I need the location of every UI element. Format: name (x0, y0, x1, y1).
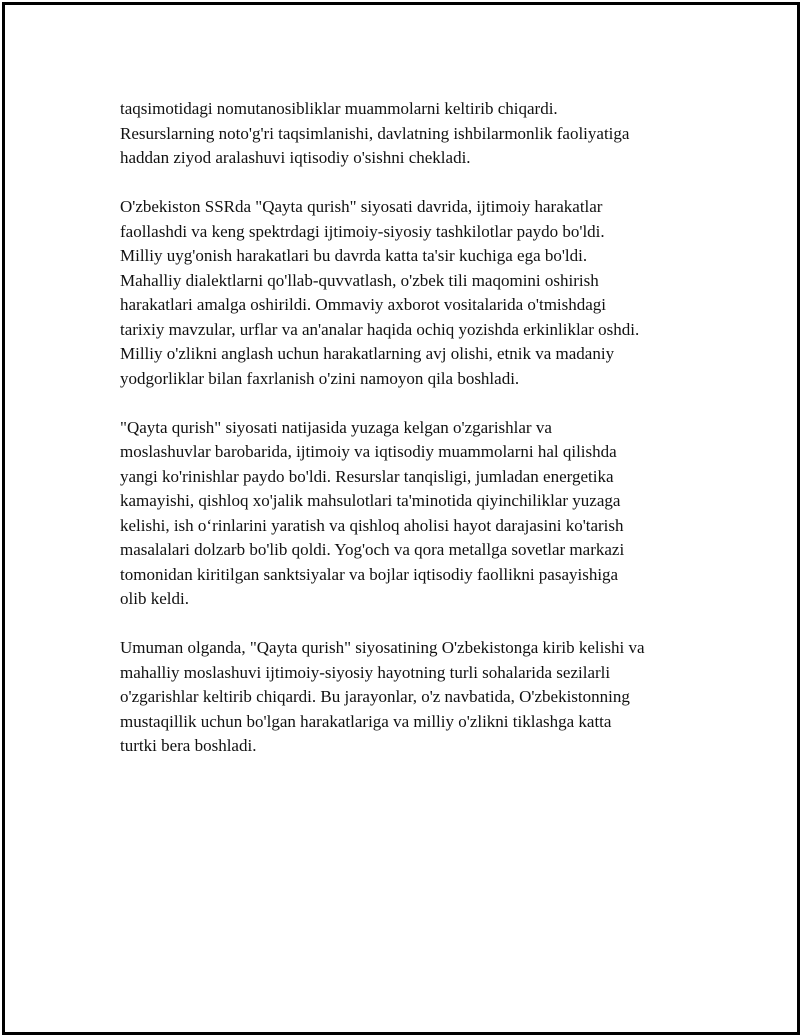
paragraph-2: O'zbekiston SSRda "Qayta qurish" siyosati davrida, ijtimoiy harakatlar faollashdi va keng spektrdagi ijtimoiy-siyosiy tashkilotlar paydo bo'ldi. Milliy uyg'onish harakatlari bu davrda katta ta'sir kuchiga ega bo'ldi. Mahalliy dialektlarni qo'llab-quvvatlash, o'zbek tili maqomini oshirish harakatlari amalga oshirildi. Ommaviy axborot vositalarida o'tmishdagi tarixiy mavzular, urflar va an'analar haqida ochiq yozishda erkinliklar oshdi. Milliy o'zlikni anglash uchun harakatlarning avj olishi, etnik va madaniy yodgorliklar bilan faxrlanish o'zini namoyon qila boshladi. (120, 197, 640, 388)
document-body (120, 97, 700, 783)
paragraph-4: Umuman olganda, "Qayta qurish" siyosatining O'zbekistonga kirib kelishi va mahalliy moslashuvi ijtimoiy-siyosiy hayotning turli sohalarida sezilarli o'zgarishlar keltirib chiqardi. Bu jarayonlar, o'z navbatida, O'zbekistonning mustaqillik uchun bo'lgan harakatlariga va milliy o'zlikni tiklashga katta turtki bera boshladi. (120, 638, 645, 755)
paragraph-3: "Qayta qurish" siyosati natijasida yuzaga kelgan o'zgarishlar va moslashuvlar barobarida, ijtimoiy va iqtisodiy muammolarni hal qilishda yangi ko'rinishlar paydo bo'ldi. Resurslar tanqisligi, jumladan energetika kamayishi, qishloq xo'jalik mahsulotlari ta'minotida qiyinchiliklar yuzaga kelishi, ish o‘rinlarini yaratish va qishloq aholisi hayot darajasini ko'tarish masalalari dolzarb bo'lib qoldi. Yog'och va qora metallga sovetlar markazi tomonidan kiritilgan sanktsiyalar va bojlar iqtisodiy faollikni pasayishiga olib keldi. (120, 417, 625, 608)
page-border (2, 2, 800, 1035)
paragraph-1: taqsimotidagi nomutanosibliklar muammolarni keltirib chiqardi. Resurslarning noto'g'ri taqsimlanishi, davlatning ishbilarmonlik faoliyatiga haddan ziyod aralashuvi iqtisodiy o'sishni chekladi. (120, 99, 630, 167)
